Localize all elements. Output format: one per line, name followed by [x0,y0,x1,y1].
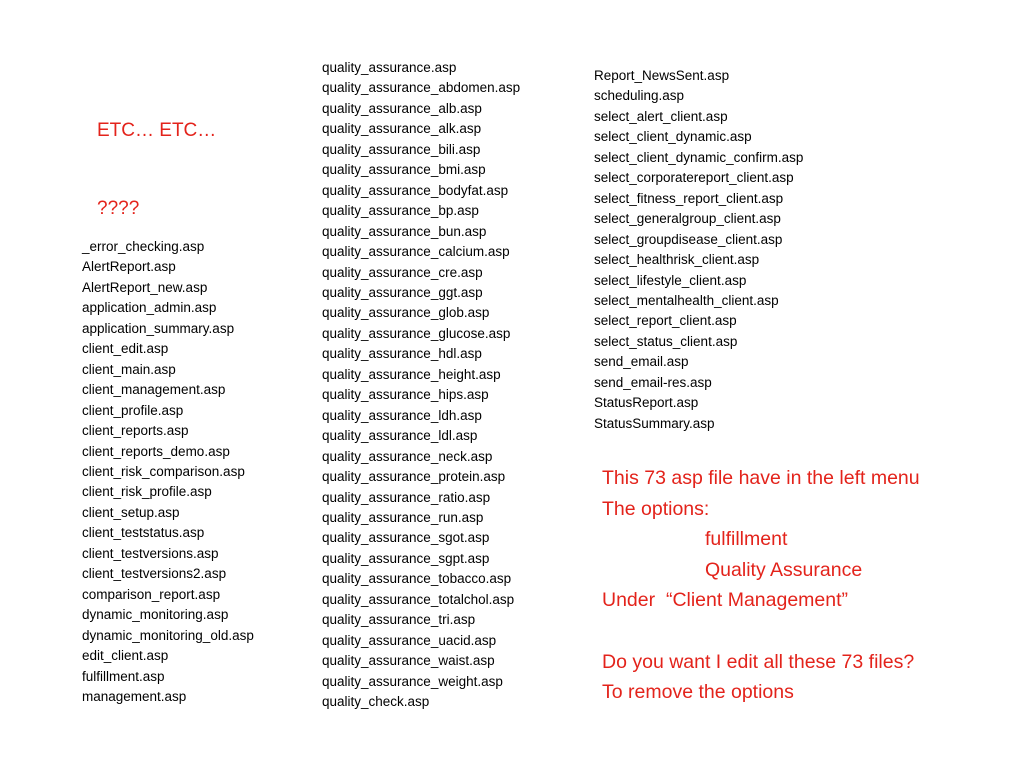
file-list-item: quality_assurance_tri.asp [322,612,476,628]
file-list-item: Report_NewsSent.asp [594,68,730,83]
file-list-item: quality_assurance_ldl.asp [322,428,478,444]
file-list-item: edit_client.asp [82,648,169,664]
question-note [602,463,1012,708]
note-line-3: Under “Client Management” [602,589,849,612]
file-list-item: quality_assurance_uacid.asp [322,632,497,648]
file-list-item: StatusSummary.asp [594,415,715,431]
file-list-item: quality_assurance_run.asp [322,509,484,525]
file-list-item: client_reports.asp [82,423,189,439]
file-list-item: client_edit.asp [82,341,169,357]
file-list-item: quality_assurance_bodyfat.asp [322,182,509,198]
file-list-item: quality_assurance_abdomen.asp [322,80,521,96]
file-list-item: AlertReport_new.asp [82,279,208,295]
file-list-item: select_client_dynamic.asp [594,129,752,145]
file-list-item: quality_assurance_alk.asp [322,121,482,137]
note-spacer [602,616,1012,647]
file-list-item: select_report_client.asp [594,313,737,329]
file-list-item: dynamic_monitoring.asp [82,607,229,623]
file-list-column-2 [322,58,520,713]
file-list-item: quality_assurance_tobacco.asp [322,571,512,587]
note-line-1: This 73 asp file have in the left menu [602,467,920,489]
file-list-item: client_testversions.asp [82,545,219,561]
file-list-item: quality_assurance_sgot.asp [322,530,490,546]
file-list-item: quality_assurance_height.asp [322,366,501,382]
file-list-item: quality_assurance_hips.asp [322,387,489,403]
file-list-item: client_risk_profile.asp [82,484,212,500]
file-list-item: quality_assurance_waist.asp [322,653,495,669]
file-list-item: client_testversions2.asp [82,566,227,582]
etc-note-line2: ???? [97,198,140,219]
file-list-item: select_lifestyle_client.asp [594,272,747,288]
file-list-item: quality_assurance_ggt.asp [322,284,483,300]
file-list-item: quality_assurance_ldh.asp [322,407,482,423]
file-list-item: client_profile.asp [82,402,184,418]
file-list-item: management.asp [82,688,187,704]
file-list-item: select_mentalhealth_client.asp [594,292,779,308]
file-list-column-1 [82,237,254,707]
file-list-item: quality_assurance_totalchol.asp [322,591,515,607]
note-option-quality-assurance: Quality Assurance [705,558,863,581]
file-list-item: client_risk_comparison.asp [82,463,245,479]
file-list-item: client_main.asp [82,361,176,377]
file-list-item: quality_check.asp [322,694,430,710]
file-list-item: quality_assurance_alb.asp [322,100,482,116]
note-line-2: The options: [602,497,710,520]
file-list-item: application_admin.asp [82,300,217,316]
file-list-item: client_management.asp [82,382,226,398]
file-list-item: StatusReport.asp [594,395,699,411]
file-list-item: select_fitness_report_client.asp [594,190,784,206]
file-list-item: application_summary.asp [82,320,235,336]
etc-note [97,66,216,248]
file-list-item: quality_assurance_bmi.asp [322,162,486,178]
file-list-item: dynamic_monitoring_old.asp [82,627,254,643]
file-list-item: quality_assurance_ratio.asp [322,489,491,505]
file-list-item: quality_assurance_bili.asp [322,141,481,157]
file-list-item: quality_assurance_bp.asp [322,203,479,219]
file-list-item: select_client_dynamic_confirm.asp [594,149,804,165]
file-list-item: fulfillment.asp [82,668,165,684]
file-list-item: quality_assurance_hdl.asp [322,346,482,362]
file-list-column-3 [594,66,803,434]
file-list-item: select_generalgroup_client.asp [594,211,781,227]
file-list-item: select_corporatereport_client.asp [594,170,794,186]
note-line-4: Do you want I edit all these 73 files? [602,650,915,673]
file-list-item: client_setup.asp [82,504,180,520]
note-option-fulfillment: fulfillment [705,528,788,551]
file-list-item: send_email-res.asp [594,374,712,390]
file-list-item: comparison_report.asp [82,586,221,602]
file-list-item: quality_assurance_calcium.asp [322,244,510,260]
file-list-item: quality_assurance.asp [322,60,457,75]
etc-note-line1: ETC… ETC… [97,120,217,141]
file-list-item: quality_assurance_neck.asp [322,448,493,464]
note-line-5: To remove the options [602,681,794,704]
file-list-item: quality_assurance_protein.asp [322,469,506,485]
file-list-item: client_teststatus.asp [82,525,205,541]
file-list-item: select_healthrisk_client.asp [594,252,760,268]
file-list-item: select_groupdisease_client.asp [594,231,783,247]
file-list-item: select_status_client.asp [594,333,738,349]
file-list-item: scheduling.asp [594,88,685,104]
file-list-item: _error_checking.asp [82,239,205,254]
file-list-item: quality_assurance_glob.asp [322,305,490,321]
file-list-item: AlertReport.asp [82,259,176,275]
file-list-item: quality_assurance_glucose.asp [322,325,511,341]
file-list-item: quality_assurance_bun.asp [322,223,487,239]
file-list-item: send_email.asp [594,354,689,370]
file-list-item: select_alert_client.asp [594,108,728,124]
file-list-item: quality_assurance_cre.asp [322,264,483,280]
file-list-item: quality_assurance_weight.asp [322,673,503,689]
file-list-item: client_reports_demo.asp [82,443,230,459]
file-list-item: quality_assurance_sgpt.asp [322,550,490,566]
